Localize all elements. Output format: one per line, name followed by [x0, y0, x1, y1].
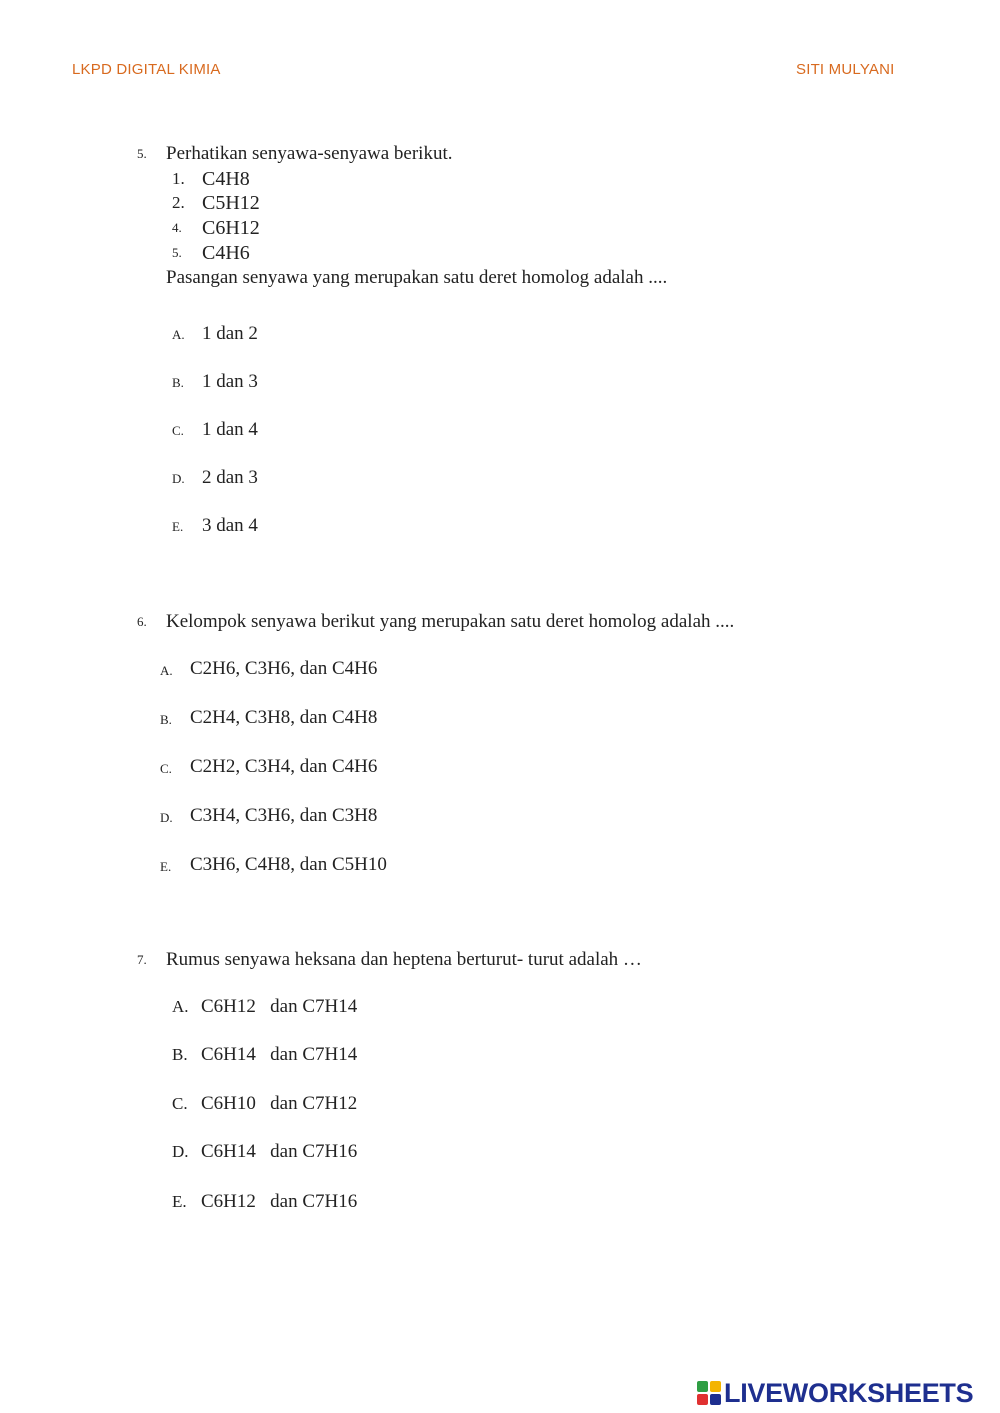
logo-square-green	[697, 1381, 708, 1392]
question-number: 6.	[137, 614, 147, 629]
list-item-formula: C6H12	[202, 217, 260, 239]
list-item-formula: C4H8	[202, 168, 250, 190]
question-stem: Pasangan senyawa yang merupakan satu deret homolog adalah ....	[166, 267, 668, 288]
option-label: E.	[172, 519, 184, 534]
option-b[interactable]: 1 dan 3	[202, 371, 258, 392]
option-label: D.	[172, 471, 185, 486]
question-number: 5.	[137, 146, 147, 161]
option-c[interactable]: C6H10 dan C7H12	[201, 1093, 358, 1114]
question-prompt: Rumus senyawa heksana dan heptena berturut- turut adalah …	[166, 949, 642, 970]
option-d[interactable]: C6H14 dan C7H16	[201, 1141, 358, 1162]
option-b[interactable]: C6H14 dan C7H14	[201, 1044, 358, 1065]
option-label: C.	[160, 761, 172, 776]
option-d[interactable]: 2 dan 3	[202, 467, 258, 488]
header-right-author: SITI MULYANI	[796, 61, 895, 78]
option-a[interactable]: C2H6, C3H6, dan C4H6	[190, 658, 378, 679]
option-c[interactable]: C2H2, C3H4, dan C4H6	[190, 756, 378, 777]
option-label: B.	[172, 375, 184, 390]
list-item-label: 2.	[172, 193, 185, 212]
logo-text: LIVEWORKSHEETS	[724, 1377, 974, 1408]
list-item-formula: C4H6	[202, 242, 250, 264]
option-label: C.	[172, 423, 184, 438]
question-prompt: Kelompok senyawa berikut yang merupakan satu deret homolog adalah ....	[166, 611, 735, 632]
option-label: C.	[172, 1094, 188, 1113]
list-item-label: 1.	[172, 169, 185, 188]
logo-square-blue	[710, 1394, 721, 1405]
list-item-label: 4.	[172, 220, 182, 235]
option-label: B.	[172, 1045, 188, 1064]
liveworksheets-logo[interactable]	[697, 1378, 973, 1408]
option-a[interactable]: C6H12 dan C7H14	[201, 996, 358, 1017]
logo-square-red	[697, 1394, 708, 1405]
option-e[interactable]: 3 dan 4	[202, 515, 258, 536]
option-label: A.	[172, 327, 185, 342]
logo-square-yellow	[710, 1381, 721, 1392]
option-label: B.	[160, 712, 172, 727]
option-label: A.	[172, 997, 189, 1016]
question-prompt: Perhatikan senyawa-senyawa berikut.	[166, 143, 453, 164]
option-e[interactable]: C6H12 dan C7H16	[201, 1191, 358, 1212]
option-label: E.	[160, 859, 172, 874]
option-label: D.	[160, 810, 173, 825]
question-number: 7.	[137, 952, 147, 967]
option-c[interactable]: 1 dan 4	[202, 419, 258, 440]
option-d[interactable]: C3H4, C3H6, dan C3H8	[190, 805, 378, 826]
header-left-title: LKPD DIGITAL KIMIA	[72, 61, 221, 78]
list-item-label: 5.	[172, 245, 182, 260]
option-b[interactable]: C2H4, C3H8, dan C4H8	[190, 707, 378, 728]
option-a[interactable]: 1 dan 2	[202, 323, 258, 344]
option-label: A.	[160, 663, 173, 678]
option-e[interactable]: C3H6, C4H8, dan C5H10	[190, 854, 387, 875]
list-item-formula: C5H12	[202, 192, 260, 214]
option-label: D.	[172, 1142, 189, 1161]
liveworksheets-logo-icon	[697, 1381, 721, 1405]
option-label: E.	[172, 1192, 187, 1211]
